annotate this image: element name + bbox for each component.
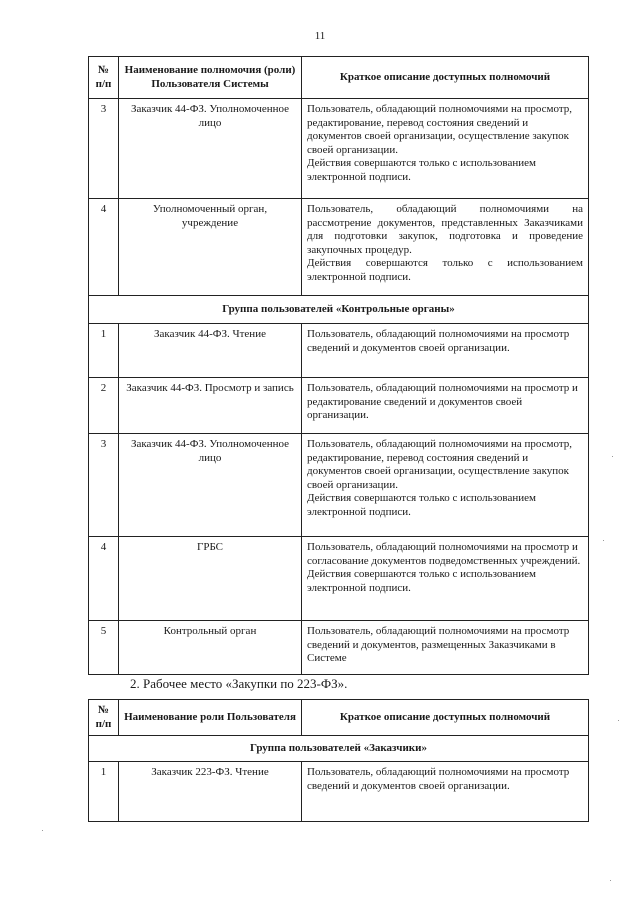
section-heading: 2. Рабочее место «Закупки по 223-ФЗ».: [130, 676, 348, 691]
roles-table-44fz: [88, 56, 589, 675]
desc-paragraph: Пользователь, обладающий полномочиями на просмотр, редактирование, перевод состояния сведений и документов своей организации, осуществление закупок своей организации.: [307, 438, 573, 491]
row-role: Заказчик 44-ФЗ. Уполномоченное лицо: [119, 99, 302, 199]
scan-speck: [42, 830, 43, 831]
desc-paragraph: Пользователь, обладающий полномочиями на просмотр сведений и документов своей организации.: [307, 766, 570, 792]
table-row: [89, 762, 589, 822]
row-role: Контрольный орган: [119, 621, 302, 675]
row-desc: [302, 434, 589, 537]
page-number: 11: [314, 30, 326, 42]
row-desc: [302, 199, 589, 296]
desc-paragraph: Пользователь, обладающий полномочиями на рассмотрение документов, представленных Заказчиками для подготовки закупок, подготовка и проведение закупочных процедур.: [307, 203, 583, 256]
row-desc: [302, 621, 589, 675]
table-header-row: [89, 700, 589, 736]
table-header-row: [89, 57, 589, 99]
header-num: № п/п: [89, 700, 119, 736]
desc-paragraph: Пользователь, обладающий полномочиями на просмотр и согласование документов подведомственных учреждений.: [307, 541, 581, 567]
table-row: [89, 621, 589, 675]
header-num: № п/п: [89, 57, 119, 99]
row-num: 1: [89, 324, 119, 378]
desc-paragraph: Действия совершаются только с использованием электронной подписи.: [307, 257, 583, 283]
desc-paragraph: Действия совершаются только с использованием электронной подписи.: [307, 157, 536, 183]
table-row: [89, 378, 589, 434]
table-row: [89, 324, 589, 378]
scan-speck: [603, 540, 604, 541]
table-row: [89, 199, 589, 296]
row-desc: [302, 324, 589, 378]
scan-speck: [612, 456, 613, 457]
table-row: [89, 434, 589, 537]
row-desc: [302, 99, 589, 199]
scan-speck: [618, 720, 619, 721]
desc-paragraph: Пользователь, обладающий полномочиями на просмотр сведений и документов своей организации.: [307, 328, 570, 354]
desc-paragraph: Пользователь, обладающий полномочиями на просмотр сведений и документов, размещенных Заказчиками в Системе: [307, 625, 570, 665]
table-row: [89, 99, 589, 199]
row-desc: [302, 378, 589, 434]
row-role: ГРБС: [119, 537, 302, 621]
table-row: [89, 537, 589, 621]
row-num: 1: [89, 762, 119, 822]
desc-paragraph: Пользователь, обладающий полномочиями на просмотр, редактирование, перевод состояния сведений и документов своей организации, осуществление закупок своей организации.: [307, 103, 573, 156]
group-title: Группа пользователей «Заказчики»: [89, 736, 589, 762]
desc-paragraph: Пользователь, обладающий полномочиями на просмотр и редактирование сведений и документов своей организации.: [307, 382, 578, 422]
header-role: Наименование полномочия (роли) Пользователя Системы: [119, 57, 302, 99]
group-row: [89, 736, 589, 762]
scan-speck: [610, 880, 611, 881]
row-desc: [302, 537, 589, 621]
group-title: Группа пользователей «Контрольные органы»: [89, 296, 589, 324]
desc-paragraph: Действия совершаются только с использованием электронной подписи.: [307, 568, 536, 594]
row-desc: [302, 762, 589, 822]
row-role: Заказчик 44-ФЗ. Чтение: [119, 324, 302, 378]
header-role: Наименование роли Пользователя: [119, 700, 302, 736]
row-num: 4: [89, 199, 119, 296]
row-role: Заказчик 44-ФЗ. Просмотр и запись: [119, 378, 302, 434]
row-role: Заказчик 44-ФЗ. Уполномоченное лицо: [119, 434, 302, 537]
row-role: Уполномоченный орган, учреждение: [119, 199, 302, 296]
header-desc: Краткое описание доступных полномочий: [302, 57, 589, 99]
group-row: [89, 296, 589, 324]
row-role: Заказчик 223-ФЗ. Чтение: [119, 762, 302, 822]
row-num: 4: [89, 537, 119, 621]
row-num: 5: [89, 621, 119, 675]
header-desc: Краткое описание доступных полномочий: [302, 700, 589, 736]
roles-table-223fz: [88, 699, 589, 822]
row-num: 3: [89, 99, 119, 199]
desc-paragraph: Действия совершаются только с использованием электронной подписи.: [307, 492, 536, 518]
row-num: 2: [89, 378, 119, 434]
row-num: 3: [89, 434, 119, 537]
